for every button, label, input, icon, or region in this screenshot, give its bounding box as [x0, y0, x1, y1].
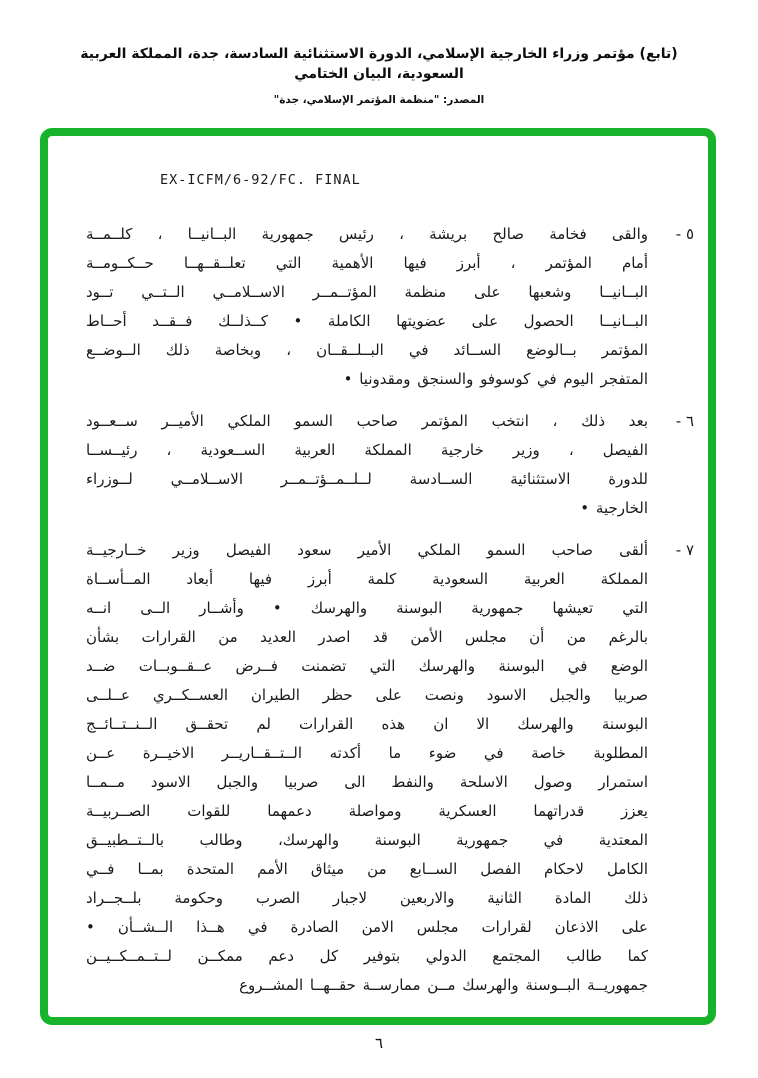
numbered-paragraph — [86, 407, 694, 523]
text-line: والقى فخامة صالح بريشة ، رئيس جمهورية البــانيــا ، كلــمــة — [86, 225, 648, 243]
text-line: ذلك المادة الثانية والاربعين لاجبار الصرب وحكومة بلــجــراد — [86, 889, 648, 907]
text-line: ألقى صاحب السمو الملكي الأمير سعود الفيصل وزير خــارجيــة — [86, 541, 648, 559]
text-line: الخارجية • — [580, 499, 648, 517]
text-line: استمرار وصول الاسلحة والنفط الى صربيا والجبل الاسود مــمــا — [86, 773, 648, 791]
numbered-paragraph — [86, 220, 694, 394]
paragraph-text — [86, 407, 648, 523]
text-line: الفيصل ، وزير خارجية المملكة العربية الســعودية ، رئيــســا — [86, 441, 648, 459]
source-line: المصدر: "منظمة المؤتمر الإسلامي، جدة" — [273, 94, 485, 106]
text-line: التي تعيشها جمهورية البوسنة والهرسك • وأشــار الــى انــه — [86, 599, 648, 617]
paragraph-list — [48, 220, 708, 1000]
page-header — [0, 44, 758, 106]
paragraph-number: ٥ - — [675, 225, 694, 243]
text-line: جمهوريــة البــوسنة والهرسك مــن ممارســة حقــهــا المشــروع — [239, 976, 648, 994]
text-line: المعتدية في جمهورية البوسنة والهرسك، وطالب بالــتــطبيــق — [86, 831, 648, 849]
document-frame — [40, 128, 716, 1025]
paragraph-text — [86, 536, 648, 1000]
text-line: بعد ذلك ، انتخب المؤتمر صاحب السمو الملكي الأميــر ســعــود — [86, 412, 648, 430]
paragraph-number: ٦ - — [675, 412, 694, 430]
text-line: المتفجر اليوم في كوسوفو والسنجق ومقدونيا • — [343, 370, 648, 388]
text-line: المؤتمر بــالوضع الســائد في البــلــقــان ، وبخاصة ذلك الــوضــع — [86, 341, 648, 359]
text-line: الكامل لاحكام الفصل الســابع من ميثاق الأمم المتحدة بمــا فــي — [86, 860, 648, 878]
text-line: البــانيــا وشعبها على منظمة المؤتــمــر الاســلامــي الــتــي تــود — [86, 283, 648, 301]
text-line: المملكة العربية السعودية كلمة أبرز فيها أبعاد المــأســاة — [86, 570, 648, 588]
text-line: كما طالب المجتمع الدولي بتوفير كل دعم ممكــن لــتــمــكــيــن — [86, 947, 648, 965]
text-line: للدورة الاستثنائية الســادسة لــلــمــؤتــمــر الاســلامــي لــوزراء — [86, 470, 648, 488]
numbered-paragraph — [86, 536, 694, 1000]
text-line: البــانيــا الحصول على عضويتها الكاملة • كــذلــك فــقــد أحــاط — [86, 312, 648, 330]
text-line: بالرغم من أن مجلس الأمن قد اصدر العديد من القرارات بشأن — [86, 628, 648, 646]
text-line: البوسنة والهرسك الا ان هذه القرارات لم تحقــق الــنــتــائــج — [86, 715, 648, 733]
conference-title: (تابع) مؤتمر وزراء الخارجية الإسلامي، الدورة الاستثنائية السادسة، جدة، المملكة العربية السعودية، البيان الختامي — [80, 46, 678, 82]
text-line: صربيا والجبل الاسود ونصت على حظر الطيران العســكــري عــلــى — [86, 686, 648, 704]
page-number: ٦ — [374, 1034, 384, 1052]
paragraph-text — [86, 220, 648, 394]
text-line: الوضع في البوسنة والهرسك التي تضمنت فــرض عــقــوبــات ضــد — [86, 657, 648, 675]
paragraph-number: ٧ - — [675, 541, 694, 559]
text-line: يعزز قدراتهما العسكرية ومواصلة دعمهما للقوات الصــربيــة — [86, 802, 648, 820]
text-line: على الاذعان لقرارات مجلس الامن الصادرة في هــذا الــشــأن • — [86, 918, 648, 936]
text-line: أمام المؤتمر ، أبرز فيها الأهمية التي تعلــقــهــا حــكــومــة — [86, 254, 648, 272]
document-reference: EX-ICFM/6-92/FC. FINAL — [160, 172, 361, 188]
text-line: المطلوبة خاصة في ضوء ما أكدته الــتــقــاريــر الاخيــرة عــن — [86, 744, 648, 762]
